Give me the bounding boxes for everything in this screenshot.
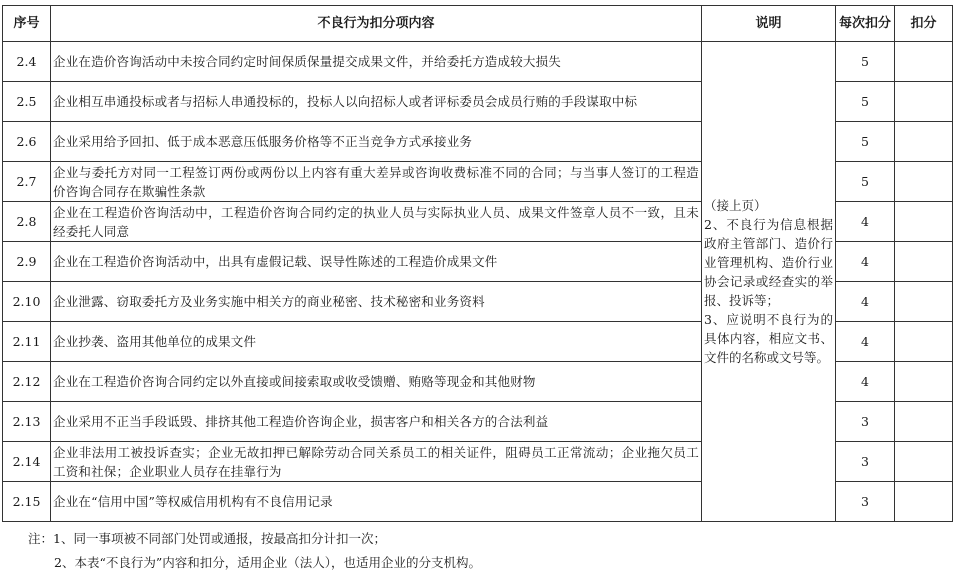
- row-deduct-input[interactable]: [895, 162, 953, 202]
- row-score: 5: [836, 42, 895, 82]
- row-deduct-input[interactable]: [895, 202, 953, 242]
- header-per-deduct: 每次扣分: [836, 6, 895, 42]
- row-score: 3: [836, 402, 895, 442]
- row-deduct-input[interactable]: [895, 282, 953, 322]
- row-no: 2.5: [3, 82, 51, 122]
- row-no: 2.15: [3, 482, 51, 522]
- header-no: 序号: [3, 6, 51, 42]
- row-content: 企业与委托方对同一工程签订两份或两份以上内容有重大差异或咨询收费标准不同的合同；与当事人签订的工程造价咨询合同存在欺骗性条款: [51, 162, 702, 202]
- row-no: 2.14: [3, 442, 51, 482]
- header-remark: 说明: [702, 6, 836, 42]
- header-content: 不良行为扣分项内容: [51, 6, 702, 42]
- row-content: 企业在造价咨询活动中未按合同约定时间保质保量提交成果文件，并给委托方造成较大损失: [51, 42, 702, 82]
- remark-line-1: （接上页）: [704, 198, 767, 213]
- row-content: 企业采用不正当手段诋毁、排挤其他工程造价咨询企业，损害客户和相关各方的合法利益: [51, 402, 702, 442]
- row-content: 企业非法用工被投诉查实；企业无故扣押已解除劳动合同关系员工的相关证件，阻碍员工正常流动；企业拖欠员工工资和社保；企业职业人员存在挂靠行为: [51, 442, 702, 482]
- row-content: 企业抄袭、盗用其他单位的成果文件: [51, 322, 702, 362]
- row-deduct-input[interactable]: [895, 442, 953, 482]
- row-score: 4: [836, 242, 895, 282]
- row-score: 3: [836, 442, 895, 482]
- row-deduct-input[interactable]: [895, 122, 953, 162]
- row-score: 5: [836, 82, 895, 122]
- row-content: 企业泄露、窃取委托方及业务实施中相关方的商业秘密、技术秘密和业务资料: [51, 282, 702, 322]
- row-score: 4: [836, 322, 895, 362]
- row-content: 企业相互串通投标或者与招标人串通投标的，投标人以向招标人或者评标委员会成员行贿的手段谋取中标: [51, 82, 702, 122]
- row-score: 5: [836, 122, 895, 162]
- row-score: 4: [836, 202, 895, 242]
- deduction-table: [2, 5, 953, 522]
- row-score: 4: [836, 362, 895, 402]
- row-score: 4: [836, 282, 895, 322]
- row-score: 3: [836, 482, 895, 522]
- row-no: 2.4: [3, 42, 51, 82]
- row-no: 2.7: [3, 162, 51, 202]
- remark-line-3: 3、应说明不良行为的具体内容，相应文书、文件的名称或文号等。: [704, 312, 833, 365]
- row-score: 5: [836, 162, 895, 202]
- row-no: 2.13: [3, 402, 51, 442]
- row-content: 企业在工程造价咨询活动中，工程造价咨询合同约定的执业人员与实际执业人员、成果文件签章人员不一致，且未经委托人同意: [51, 202, 702, 242]
- row-deduct-input[interactable]: [895, 322, 953, 362]
- row-deduct-input[interactable]: [895, 362, 953, 402]
- header-deduct: 扣分: [895, 6, 953, 42]
- table-header-row: [3, 6, 953, 42]
- row-no: 2.6: [3, 122, 51, 162]
- row-no: 2.11: [3, 322, 51, 362]
- row-no: 2.9: [3, 242, 51, 282]
- row-content: 企业采用给予回扣、低于成本恶意压低服务价格等不正当竞争方式承接业务: [51, 122, 702, 162]
- row-deduct-input[interactable]: [895, 82, 953, 122]
- row-content: 企业在“信用中国”等权威信用机构有不良信用记录: [51, 482, 702, 522]
- note-1: 注：1、同一事项被不同部门处罚或通报，按最高扣分计扣一次；: [28, 531, 386, 546]
- row-content: 企业在工程造价咨询合同约定以外直接或间接索取或收受馈赠、贿赂等现金和其他财物: [51, 362, 702, 402]
- row-deduct-input[interactable]: [895, 242, 953, 282]
- row-no: 2.12: [3, 362, 51, 402]
- row-no: 2.8: [3, 202, 51, 242]
- row-deduct-input[interactable]: [895, 42, 953, 82]
- remark-line-2: 2、不良行为信息根据政府主管部门、造价行业管理机构、造价行业协会记录或经查实的举报、投诉等；: [704, 217, 833, 308]
- remark-cell: [702, 42, 836, 522]
- row-deduct-input[interactable]: [895, 482, 953, 522]
- footnotes: [28, 527, 481, 575]
- row-no: 2.10: [3, 282, 51, 322]
- row-deduct-input[interactable]: [895, 402, 953, 442]
- note-2: 2、本表“不良行为”内容和扣分，适用企业（法人），也适用企业的分支机构。: [54, 555, 481, 570]
- table-row: [3, 42, 953, 82]
- row-content: 企业在工程造价咨询活动中，出具有虚假记载、误导性陈述的工程造价成果文件: [51, 242, 702, 282]
